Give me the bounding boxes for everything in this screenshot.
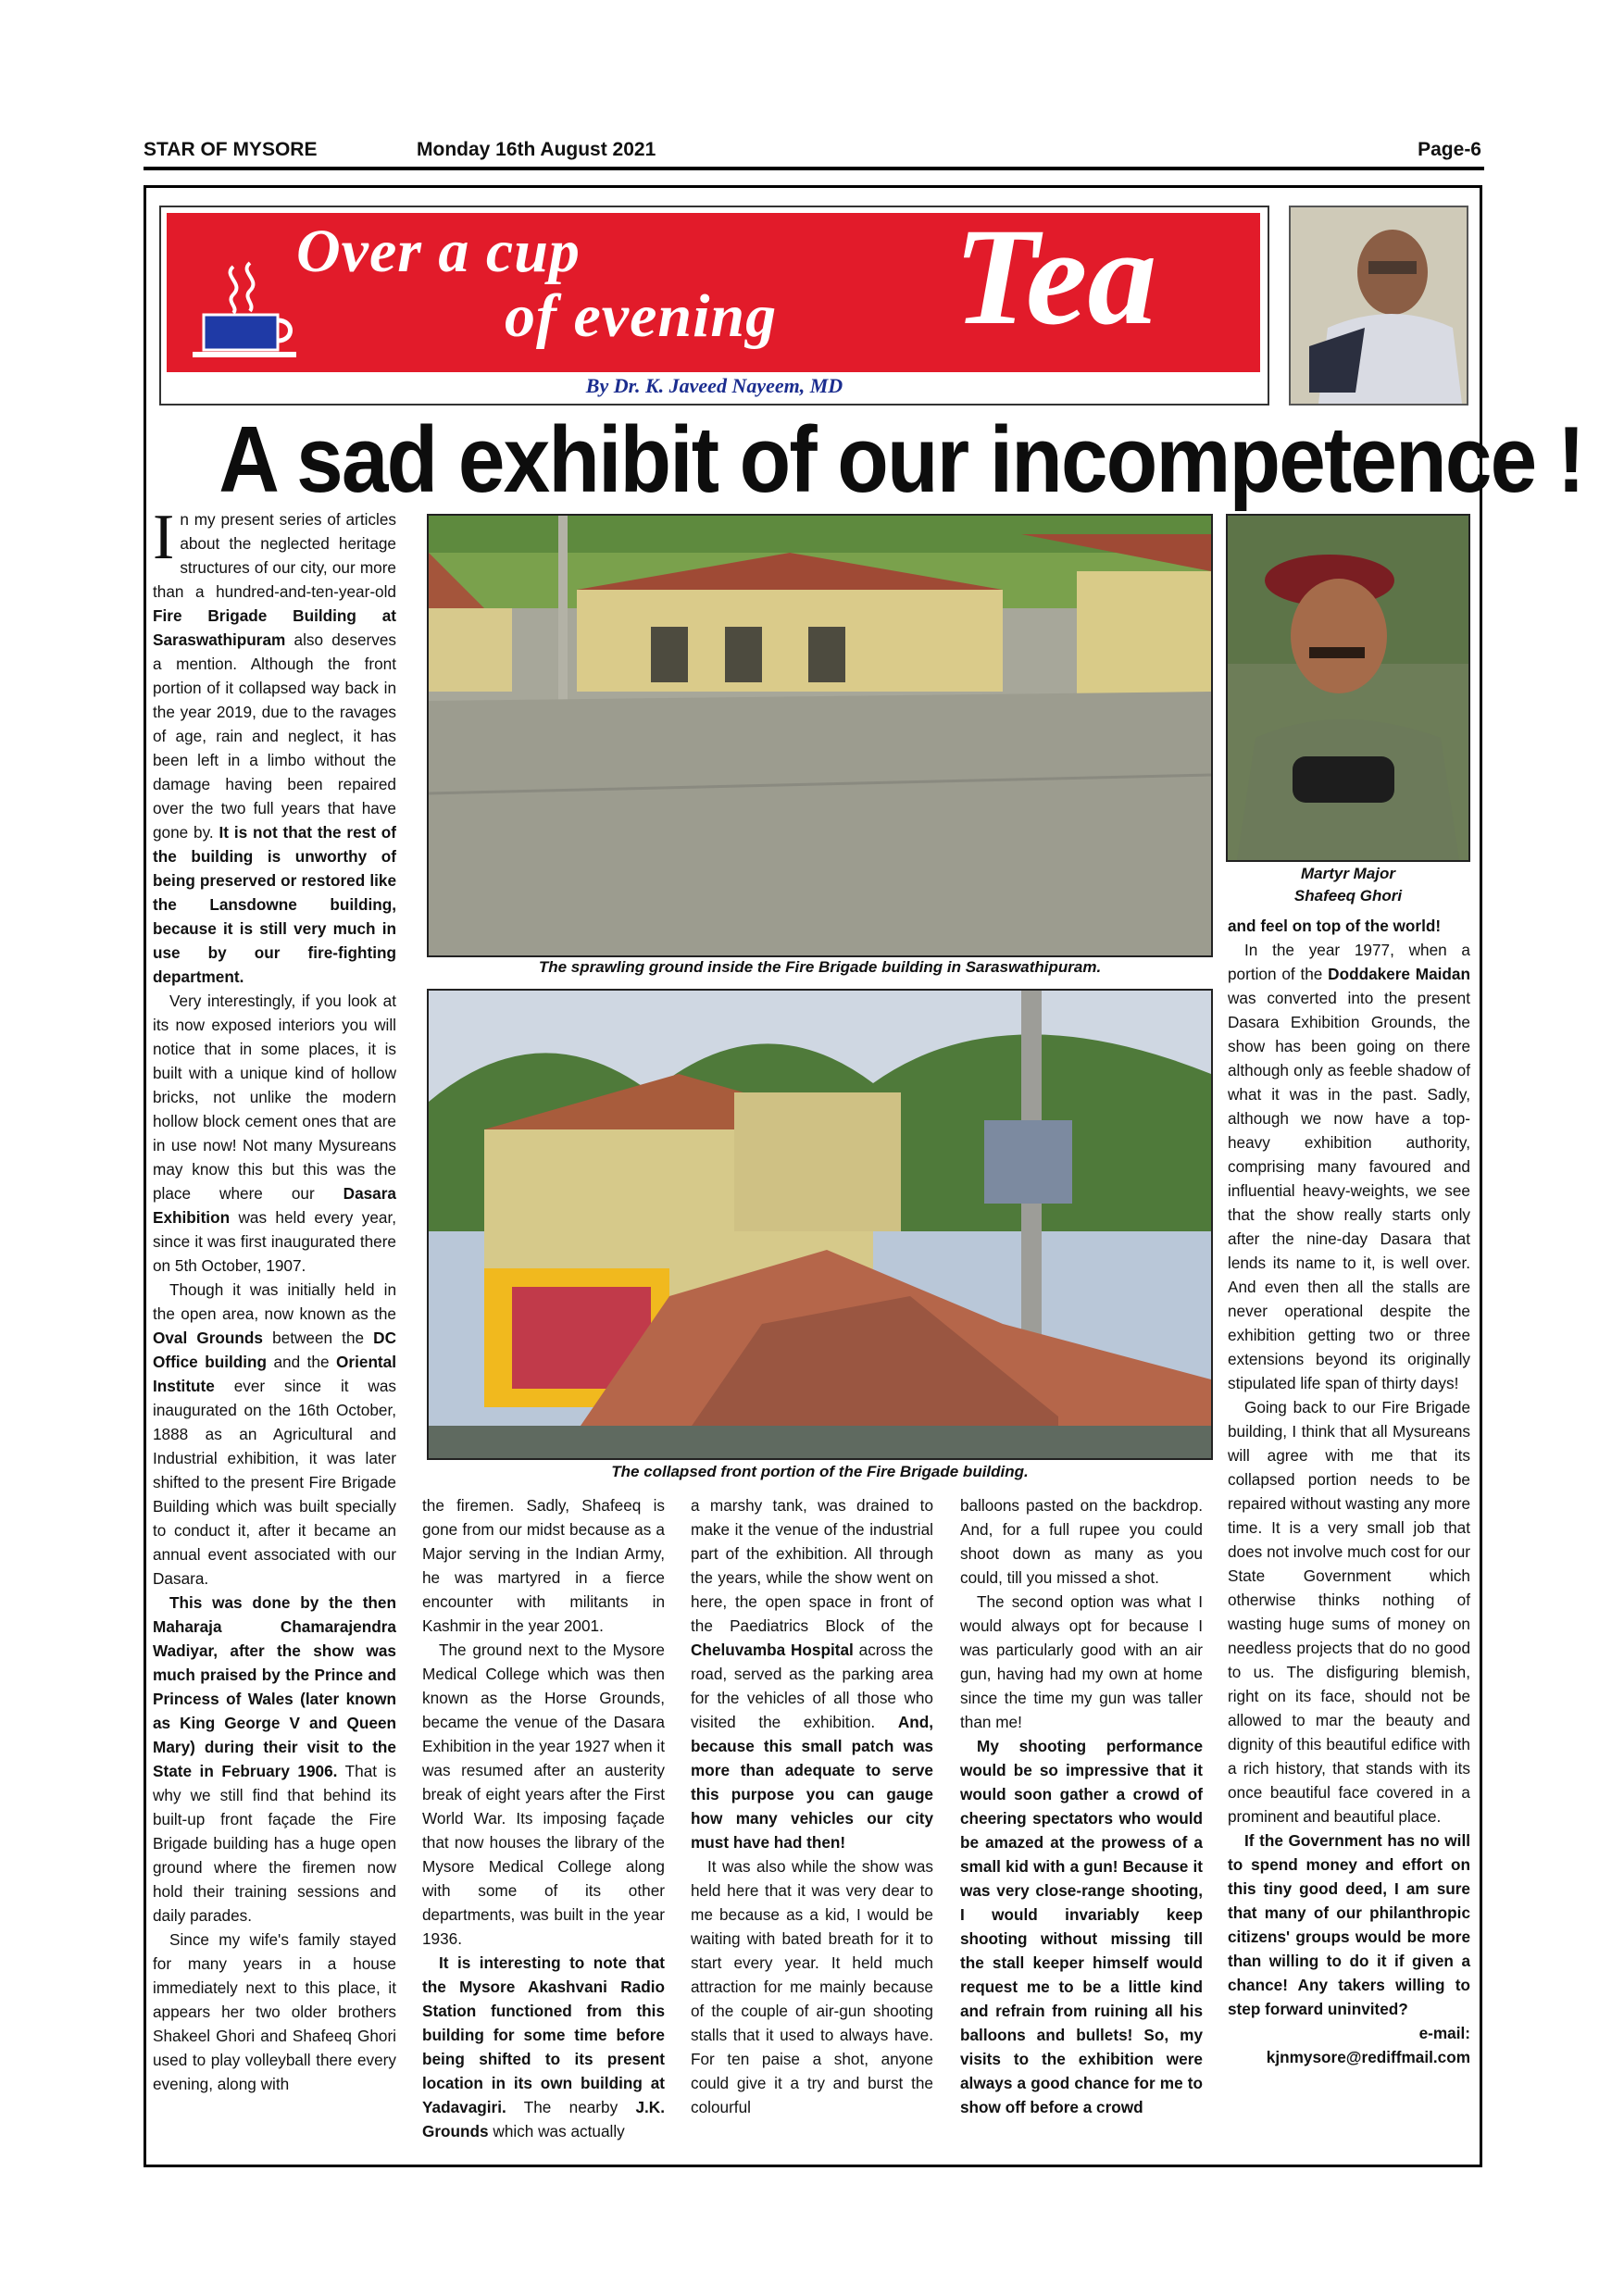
- text-run: across the road, served as the parking area for the vehicles of all those who visited the exhibition.: [691, 1641, 933, 1731]
- masthead: [144, 139, 1481, 167]
- paragraph: [153, 1591, 396, 1928]
- paragraph: The second option was what I would always opt for because I was particularly good with an air gun, having had my own at home since the time my gun was taller than me!: [960, 1592, 1203, 1731]
- photo-caption: The collapsed front portion of the Fire Brigade building.: [611, 1463, 1029, 1480]
- paragraph: the firemen. Sadly, Shafeeq is gone from our midst because as a Major serving in the Indian Army, he was martyred in a fierce encounter with militants in Kashmir in the year 2001.: [422, 1496, 665, 1635]
- text-run: was converted into the present Dasara Exhibition Grounds, the show has been going on there although only as feeble shadow of what it was in the past. Sadly, although we now have a top-heavy exhibition authority, comprising many favoured and influential heavy-weights, we see that the show really starts only after the nine-day Dasara that lends its name to it, is well over. And even then all the stalls are never operational despite the exhibition getting two or three extensions beyond its originally stipulated life span of thirty days!: [1228, 989, 1470, 1392]
- paragraph: [1228, 1828, 1470, 2021]
- text-run: between the: [262, 1329, 374, 1347]
- text-run: ever since it was inaugurated on the 16th October, 1888 as an Agricultural and Industrial exhibition, it was later shifted to the present Fire Brigade Building which was built specially to conduct it, after it became an annual event associated with our Dasara.: [153, 1377, 396, 1588]
- text-run-bold: and feel on top of the world!: [1228, 917, 1442, 935]
- article-column-1: [153, 502, 396, 2096]
- text-run-bold: This was done by the then Maharaja Chamarajendra Wadiyar, after the show was much praised by the Prince and Princess of Wales (later known as King George V and Queen Mary) during their visit to the State in February 1906.: [153, 1593, 396, 1780]
- paragraph: balloons pasted on the backdrop. And, for a full rupee you could shoot down as many as you could, till you missed a shot.: [960, 1496, 1203, 1587]
- article-column-2: [422, 1493, 665, 2143]
- text-run-bold: It is interesting to note that the Mysore Akashvani Radio Station functioned from this building for some time before being shifted to its present location in its own building at Yadavagiri.: [422, 1953, 665, 2116]
- issue-date: Monday 16th August 2021: [417, 139, 656, 160]
- text-run-bold: Dasara Exhibition: [153, 1184, 396, 1227]
- paragraph: [153, 502, 396, 989]
- paragraph: [960, 1734, 1203, 2119]
- byline: By Dr. K. Javeed Nayeem, MD: [585, 374, 843, 397]
- paragraph: [1228, 914, 1470, 938]
- text-run-bold: Oriental Institute: [153, 1353, 396, 1395]
- text-run-bold: J.K. Grounds: [422, 2098, 665, 2140]
- author-photo: [1289, 206, 1468, 406]
- banner-title-tea: Tea: [954, 200, 1157, 354]
- banner-title-line2: of evening: [505, 282, 778, 350]
- text-run: n my present series of articles about the neglected heritage structures of our city, our more than a hundred-and-ten-year-old: [153, 510, 396, 601]
- author-portrait-icon: [1291, 207, 1467, 404]
- caption-line: Shafeeq Ghori: [1293, 887, 1403, 905]
- drop-cap: I: [153, 502, 175, 573]
- text-run-bold: DC Office building: [153, 1329, 396, 1371]
- masthead-rule: [144, 167, 1484, 170]
- text-run: a marshy tank, was drained to make it the venue of the industrial part of the exhibition. All through the years, while the show went on here, the open space in front of the Paediatrics Block of the: [691, 1496, 933, 1635]
- email-address[interactable]: kjnmysore@rediffmail.com: [1266, 2048, 1470, 2066]
- paragraph: Since my wife's family stayed for many years in a house immediately next to this place, it appears her two older brothers Shakeel Ghori and Shafeeq Ghori used to play volleyball there every evening, along with: [153, 1930, 396, 2093]
- text-run: and the: [267, 1353, 337, 1371]
- column-banner: [159, 200, 1269, 406]
- caption-line: Martyr Major: [1300, 865, 1396, 882]
- text-run-bold: If the Government has no will to spend money and effort on this tiny good deed, I am sure that many of our philanthropic citizens' groups would be more than willing to do it if given a chance! Any takers willing to step forward uninvited?: [1228, 1831, 1470, 2018]
- text-run-bold: Fire Brigade Building at Saraswathipuram: [153, 606, 396, 649]
- text-run-bold: Cheluvamba Hospital: [691, 1641, 854, 1659]
- paragraph: Going back to our Fire Brigade building, I think that all Mysureans will agree with me that its collapsed portion needs to be repaired without wasting any more time. It is a very small job that does not involve much cost for our State Government which otherwise thinks nothing of wasting huge sums of money on needless projects that do no good to us. The disfiguring blemish, right on its face, should not be allowed to mar the beauty and dignity of this beautiful edifice with a rich history, that stands with its once beautiful face covered in a prominent and beautiful place.: [1228, 1398, 1470, 1826]
- paragraph: [422, 1951, 665, 2143]
- article-column-3: [691, 1493, 933, 2119]
- paragraph: [153, 1278, 396, 1591]
- tea-cup-icon: [185, 259, 315, 361]
- text-run-bold: And, because this small patch was more than adequate to serve this purpose you can gauge how many vehicles our city must have had then!: [691, 1713, 933, 1852]
- paragraph: It was also while the show was held here that it was very dear to me because as a kid, I would be waiting with bated breath for it to start every year. It held much attraction for me mainly because of the couple of air-gun shooting stalls that it used to always have. For ten paise a shot, anyone could give it a try and burst the colourful: [691, 1857, 933, 2116]
- text-run: was held every year, since it was first inaugurated there on 5th October, 1907.: [153, 1208, 396, 1275]
- paragraph: [153, 989, 396, 1278]
- photo-collapsed-front: [427, 989, 1213, 1460]
- text-run-bold: Oval Grounds: [153, 1329, 263, 1347]
- headline: A sad exhibit of our incompetence !: [219, 408, 1584, 512]
- text-run: Though it was initially held in the open area, now known as the: [153, 1280, 396, 1323]
- publication-name: STAR OF MYSORE: [144, 139, 318, 160]
- article-column-4: [960, 1493, 1203, 2119]
- article-column-5: [1228, 914, 1470, 2069]
- paragraph: The ground next to the Mysore Medical College which was then known as the Horse Grounds, became the venue of the Dasara Exhibition in the year 1927 when it was resumed after an austerity break of eight years after the First World War. Its imposing façade that now houses the library of the Mysore Medical College along with some of its other departments, was built in the year 1936.: [422, 1641, 665, 1948]
- photo-martyr-major: [1226, 514, 1470, 862]
- photo-fire-brigade-ground: [427, 514, 1213, 957]
- email-label: e-mail:: [1418, 2024, 1470, 2042]
- photo-caption: The sprawling ground inside the Fire Brigade building in Saraswathipuram.: [538, 958, 1102, 976]
- photo-caption-major: [1226, 863, 1470, 907]
- text-run: The nearby: [506, 2098, 636, 2116]
- text-run-bold: It is not that the rest of the building is unworthy of being preserved or restored like the Lansdowne building, because it is still very much in use by our fire-fighting department.: [153, 823, 396, 986]
- banner-title-line1: Over a cup: [296, 218, 581, 285]
- paragraph: [1228, 938, 1470, 1395]
- text-run: which was actually: [488, 2122, 625, 2140]
- text-run: Very interestingly, if you look at its now exposed interiors you will notice that in some places, it is built with a unique kind of hollow bricks, not unlike the modern hollow block cement ones that are in use now! Not many Mysureans may know this but this was the place where our: [153, 992, 396, 1203]
- text-run: also deserves a mention. Although the front portion of it collapsed way back in the year 2019, due to the ravages of age, rain and neglect, it has been left in a limbo without the damage having been repaired over the two full years that have gone by.: [153, 630, 396, 842]
- text-run-bold: My shooting performance would be so impressive that it would soon gather a crowd of cheering spectators who would be amazed at the prowess of a small kid with a gun! Because it was very close-range shooting, I would invariably keep shooting without missing till the stall keeper himself would request me to be a little kind and refrain from ruining all his balloons and bullets! So, my visits to the exhibition were always a good chance for me to show off before a crowd: [960, 1737, 1203, 2116]
- text-run: That is why we still find that behind its built-up front façade the Fire Brigade building has a huge open ground where the firemen now hold their training sessions and daily parades.: [153, 1762, 396, 1925]
- paragraph: [691, 1493, 933, 1854]
- text-run-bold: Doddakere Maidan: [1328, 965, 1470, 983]
- text-run: In the year 1977, when a portion of the: [1228, 941, 1470, 983]
- banner-red-band: [167, 200, 1260, 372]
- page-number: Page-6: [1418, 139, 1481, 160]
